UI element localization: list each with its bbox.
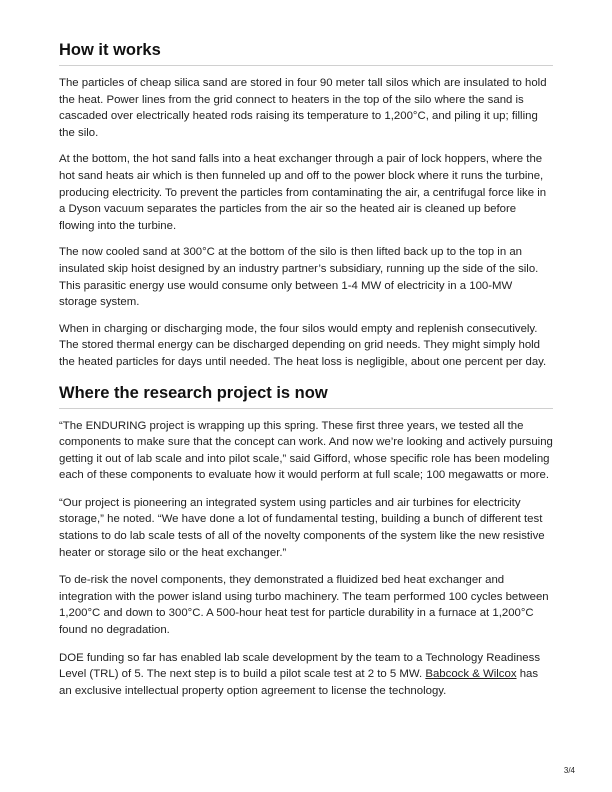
paragraph-skip-hoist: The now cooled sand at 300°C at the bottom of the silo is then lifted back up to the top in an insulated skip hoist designed by an industry partner’s subsidiary, running up the side of the silo. This parasitic energy use would consume only between 1-4 MW of electricity in a 100-MW storage system.: [59, 246, 539, 309]
license-text: has an exclusive intellectual property option agreement to license the technology.: [59, 668, 539, 697]
doe-funding-text: DOE funding so far has enabled lab scale development by the team to a Technology Readiness Level (TRL) of 5. The next step is to build a pilot scale test at 2 to 5 MW.: [59, 651, 541, 681]
babcock-wilcox-link[interactable]: Babcock & Wilcox: [425, 668, 517, 681]
paragraph-doe-funding: [59, 650, 553, 700]
paragraph-silica-sand-silos: The particles of cheap silica sand are stored in four 90 meter tall silos which are insulated to hold the heat. Power lines from the grid connect to heaters in the top of the silo where the sand is cascaded over electrically heated rods raising its temperature to 1,200°C, and piling it up; filling the silo.: [59, 77, 547, 139]
paragraph-enduring-project: “The ENDURING project is wrapping up this spring. These first three years, we tested all the components to make sure that the concept can work. And now we’re looking and actively pursuing getting it out of lab scale and into pilot scale,” said Gifford, whose specific role has been modeling each of these components to evaluate how it would perform at full scale; 100 megawatts or more.: [59, 419, 553, 482]
paragraph-heat-exchanger: At the bottom, the hot sand falls into a heat exchanger through a pair of lock hoppers, where the hot sand heats air which is then funneled up and off to the power block where it runs the turbine, producing electricity. To prevent the particles from contaminating the air, a centrifugal force like in a Dyson vacuum separates the particles from the air so the heated air is cleaned up before flowing into the turbine.: [59, 153, 547, 232]
paragraph-charging-mode: When in charging or discharging mode, the four silos would empty and replenish consecutively. The stored thermal energy can be discharged depending on grid needs. They might simply hold the heated particles for days until needed. The heat loss is negligible, about one percent per day.: [59, 322, 547, 368]
paragraph-de-risk: To de-risk the novel components, they demonstrated a fluidized bed heat exchanger and integration with the power island using turbo machinery. The team performed 100 cycles between 1,200°C and down to 300°C. A 500-hour heat test for particle durability in a furnace at 1,200°C found no degradation.: [59, 574, 549, 637]
section-heading-research-project: Where the research project is now: [59, 383, 553, 409]
section-heading-how-it-works: How it works: [59, 40, 553, 66]
paragraph-integrated-system: “Our project is pioneering an integrated system using particles and air turbines for electricity storage,” he noted. “We have done a lot of fundamental testing, building a bunch of different test stations to do lab scale tests of all of the novelty components of the system like the new resistive heater or storage silo or the heat exchanger.”: [59, 496, 545, 559]
page-number: 3/4: [563, 766, 575, 775]
article-content: [59, 40, 553, 699]
